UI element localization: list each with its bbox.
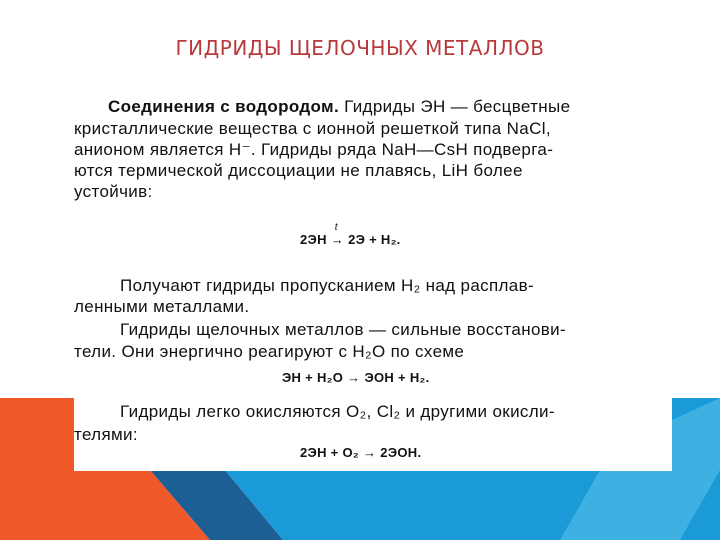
paragraph-1-line-3: анионом является H⁻. Гидриды ряда NaH—CsH подверга-	[74, 140, 554, 159]
paragraph-3-line-2: тели. Они энергично реагируют с H₂O по схеме	[74, 342, 465, 361]
paragraph-2-line-2: ленными металлами.	[74, 297, 250, 316]
section-lead: Соединения с водородом.	[108, 97, 340, 116]
paragraph-2-line-1: Получают гидриды пропусканием H₂ над расплав-	[120, 276, 535, 295]
paragraph-4-line-2: телями:	[74, 425, 138, 444]
slide-title: ГИДРИДЫ ЩЕЛОЧНЫХ МЕТАЛЛОВ	[175, 36, 545, 60]
paragraph-1-line-2: кристаллические вещества с ионной решеткой типа NaCl,	[74, 119, 551, 138]
equation-thermal-dissociation: 2ЭН t → 2Э + H₂.	[300, 222, 401, 247]
paragraph-1-line-5: устойчив:	[74, 182, 153, 201]
equation-oxidation: 2ЭН + O₂ → 2ЭОН.	[300, 445, 422, 460]
paragraph-1-line-1: Соединения с водородом. Гидриды ЭН — бесцветные	[108, 97, 571, 116]
paragraph-1-line-4: ются термической диссоциации не плавясь, LiH более	[74, 161, 523, 180]
paragraph-3-line-1: Гидриды щелочных металлов — сильные восстанови-	[120, 320, 567, 339]
paragraph-4-line-1: Гидриды легко окисляются O₂, Cl₂ и другими окисли-	[120, 402, 555, 421]
scanned-text-image	[74, 93, 672, 471]
equation-reaction-with-water: ЭН + H₂O → ЭОН + H₂.	[282, 370, 430, 385]
